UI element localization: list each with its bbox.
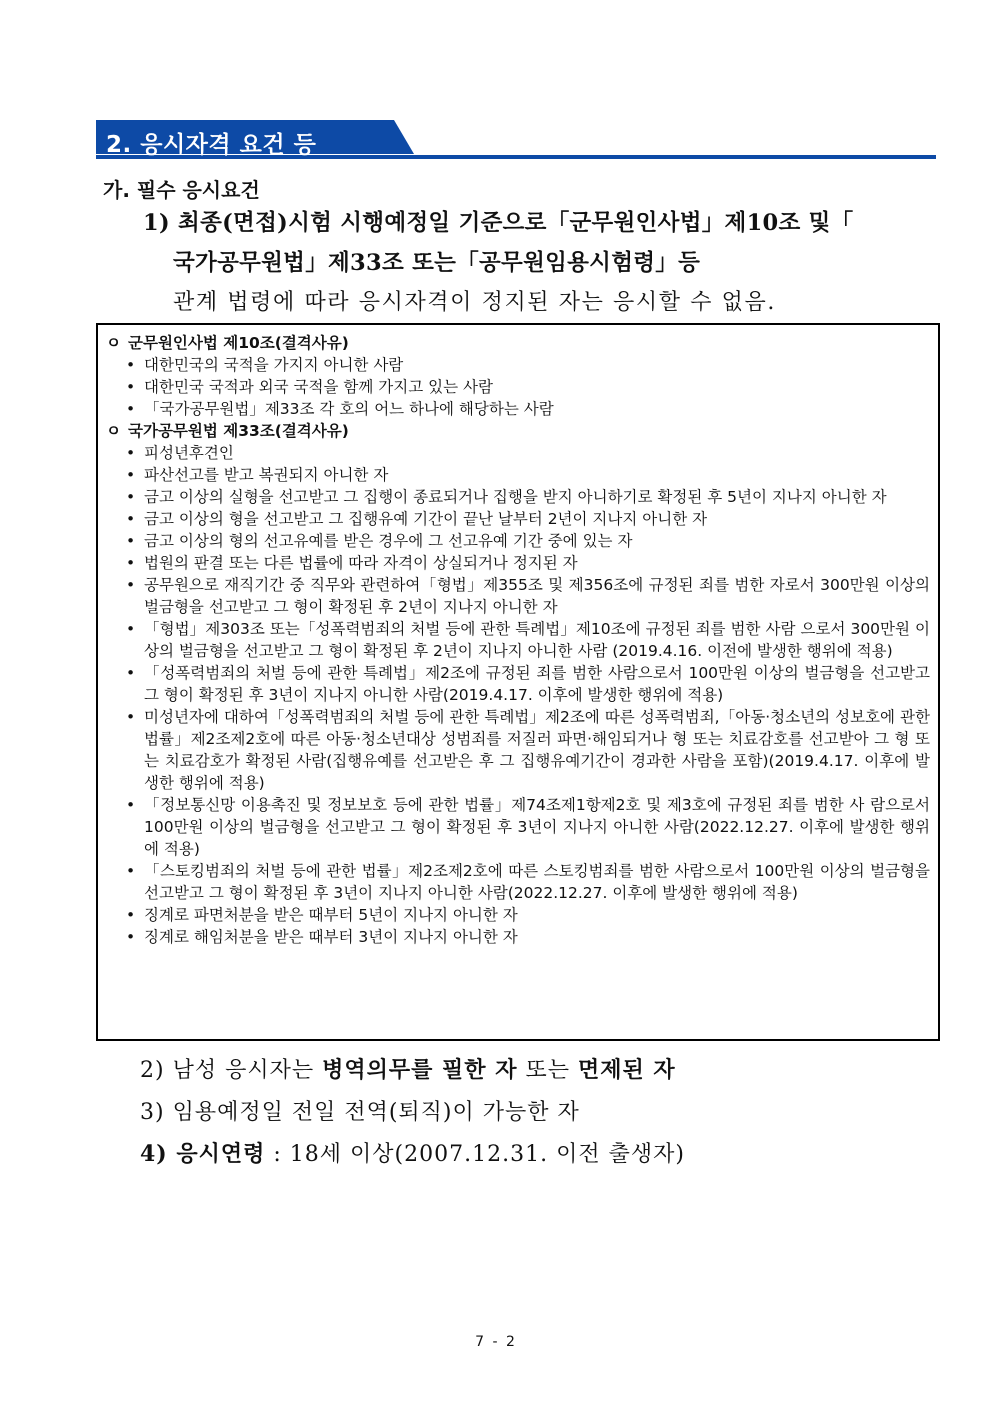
item4-label: 4) 응시연령	[140, 1141, 266, 1167]
law2-bullet: • 「정보통신망 이용촉진 및 정보보호 등에 관한 법률」제74조제1항제2호 및 제3호에 규정된 죄를 범한 사 람으로서 100만원 이상의 벌금형을 선고받고 그 형이 확정된 후 3년이 지나지 아니한 사람(2022.12.27. 이후에 발생한 행위에 적용)	[106, 794, 930, 860]
law2-bullet: • 징계로 해임처분을 받은 때부터 3년이 지나지 아니한 자	[106, 926, 930, 948]
law1-bullet: • 「국가공무원법」제33조 각 호의 어느 하나에 해당하는 사람	[106, 398, 930, 420]
law2-bullet: • 「스토킹범죄의 처벌 등에 관한 법률」제2조제2호에 따른 스토킹범죄를 범한 사람으로서 100만원 이상의 벌금형을 선고받고 그 형이 확정된 후 3년이 지나지 아니한 사람(2022.12.27. 이후에 발생한 행위에 적용)	[106, 860, 930, 904]
subsection-heading: 가. 필수 응시요건	[103, 178, 260, 202]
item1-line3: 관계 법령에 따라 응시자격이 정지된 자는 응시할 수 없음.	[173, 290, 776, 315]
item2-number: 2)	[140, 1058, 165, 1083]
law2-bullet: • 금고 이상의 실형을 선고받고 그 집행이 종료되거나 집행을 받지 아니하기로 확정된 후 5년이 지나지 아니한 자	[106, 486, 930, 508]
law2-title	[106, 420, 930, 442]
item2-text-pre: 남성 응시자는	[172, 1058, 315, 1083]
item4-line	[140, 1137, 685, 1168]
item3-line: 3) 임용예정일 전일 전역(퇴직)이 가능한 자	[140, 1100, 580, 1125]
section-title: 2. 응시자격 요건 등	[106, 132, 317, 158]
law1-bullet: • 대한민국의 국적을 가지지 아니한 사람	[106, 354, 930, 376]
law2-bullet: • 「성폭력범죄의 처벌 등에 관한 특례법」제2조에 규정된 죄를 범한 사람으로서 100만원 이상의 벌금형을 선고받고 그 형이 확정된 후 3년이 지나지 아니한 사람(2019.4.17. 이후에 발생한 행위에 적용)	[106, 662, 930, 706]
law2-bullet: • 징계로 파면처분을 받은 때부터 5년이 지나지 아니한 자	[106, 904, 930, 926]
item4-text: : 18세 이상(2007.12.31. 이전 출생자)	[273, 1142, 685, 1167]
item1-line2: 국가공무원법」제33조 또는「공무원임용시험령」등	[173, 250, 701, 276]
law2-bullet: • 「형법」제303조 또는「성폭력범죄의 처벌 등에 관한 특례법」제10조에 규정된 죄를 범한 사람 으로서 300만원 이상의 벌금형을 선고받고 그 형이 확정된 후 2년이 지나지 아니한 사람 (2019.4.16. 이전에 발생한 행위에 적용)	[106, 618, 930, 662]
law1-title	[106, 332, 930, 354]
law2-bullet-list	[106, 442, 930, 948]
circle-mark-icon: ㅇ	[106, 334, 121, 352]
law2-title-text: 국가공무원법 제33조(결격사유)	[128, 422, 349, 440]
item1-line1: 1) 최종(면접)시험 시행예정일 기준으로「군무원인사법」제10조 및「	[143, 210, 854, 236]
item2-bold-military: 병역의무를 필한 자	[322, 1057, 518, 1083]
page-number: 7 - 2	[475, 1334, 517, 1350]
law2-bullet: • 미성년자에 대하여「성폭력범죄의 처벌 등에 관한 특례법」제2조에 따른 성폭력범죄,「아동·청소년의 성보호에 관한 법률」제2조제2호에 따른 아동·청소년대상 성범죄를 저질러 파면·해임되거나 형 또는 치료감호를 선고받아 그 형 또는 치료감호가 확정된 사람(집행유예를 선고받은 후 그 집행유예기간이 경과한 사람을 포함)(2019.4.17. 이후에 발생한 행위에 적용)	[106, 706, 930, 794]
section-header	[96, 120, 936, 160]
law2-bullet: • 파산선고를 받고 복권되지 아니한 자	[106, 464, 930, 486]
law2-bullet: • 금고 이상의 형의 선고유예를 받은 경우에 그 선고유예 기간 중에 있는 자	[106, 530, 930, 552]
circle-mark-icon: ㅇ	[106, 422, 121, 440]
law2-bullet: • 금고 이상의 형을 선고받고 그 집행유예 기간이 끝난 날부터 2년이 지나지 아니한 자	[106, 508, 930, 530]
law2-bullet: • 공무원으로 재직기간 중 직무와 관련하여「형법」제355조 및 제356조에 규정된 죄를 범한 자로서 300만원 이상의 벌금형을 선고받고 그 형이 확정된 후 2년이 지나지 아니한 자	[106, 574, 930, 618]
law1-bullet-list	[106, 354, 930, 420]
law1-bullet: • 대한민국 국적과 외국 국적을 함께 가지고 있는 사람	[106, 376, 930, 398]
item2-line	[140, 1053, 676, 1084]
law2-bullet: • 법원의 판결 또는 다른 법률에 따라 자격이 상실되거나 정지된 자	[106, 552, 930, 574]
law2-bullet: • 피성년후견인	[106, 442, 930, 464]
disqualification-box	[96, 323, 940, 1041]
law1-title-text: 군무원인사법 제10조(결격사유)	[128, 334, 349, 352]
item2-text-mid: 또는	[525, 1058, 570, 1083]
item2-bold-exempt: 면제된 자	[577, 1057, 676, 1083]
